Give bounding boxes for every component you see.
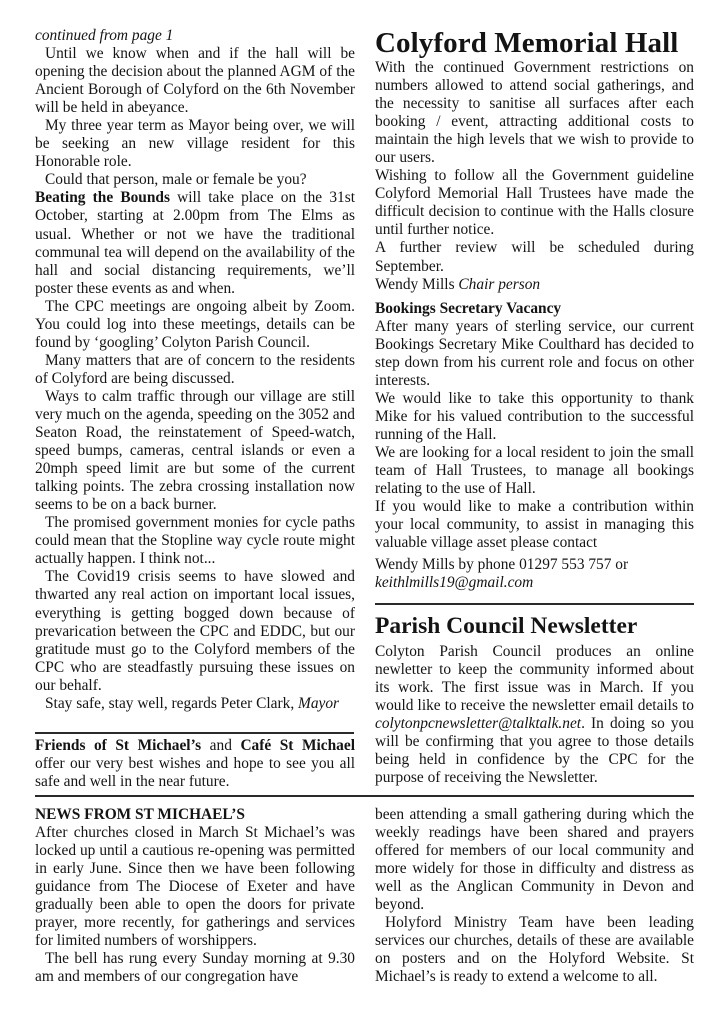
covid-paragraph: The Covid19 crisis seems to have slowed and thwarted any real action on important local issues, everything is getting bogged down because of prevarication between the CPC and EDDC, but our gratitude must go to the Colyford members of the CPC who are steadfastly pursuing these issues on our behalf. <box>35 568 355 694</box>
parish-divider <box>375 603 694 605</box>
cafe-heading: Café St Michael <box>240 737 355 754</box>
bookings-paragraph-2: We would like to take this opportunity to thank Mike for his valued contribution to the successful running of the Hall. <box>375 389 694 443</box>
cycle-paths-paragraph: The promised government monies for cycle paths could mean that the Stopline way cycle route might actually happen. I think not... <box>35 514 355 568</box>
mayor-term-paragraph: My three year term as Mayor being over, we will be seeking an new village resident for this Honorable role. <box>35 117 355 171</box>
st-michaels-paragraph-3: Holyford Ministry Team have been leading services our churches, details of these are available on posters and on the Holyford Website. St Michael’s is ready to extend a welcome to all. <box>375 914 694 986</box>
bookings-paragraph-1: After many years of sterling service, our current Bookings Secretary Mike Coulthard has decided to step down from his current role and focus on other interests. <box>375 317 694 389</box>
st-michaels-right <box>375 806 694 986</box>
section-divider <box>35 795 694 797</box>
traffic-paragraph: Ways to calm traffic through our village are still very much on the agenda, speeding on the 3052 and Seaton Road, the reinstatement of Speed-watch, speed bumps, cameras, central islands or even a 20mph speed limit are but some of the current talking points. The zebra crossing installation now seems to be on a back burner. <box>35 387 355 514</box>
cpc-meetings-paragraph: The CPC meetings are ongoing albeit by Zoom. You could log into these meetings, details can be found by ‘googling’ Colyton Parish Council. <box>35 297 355 351</box>
st-michaels-paragraph-2a: The bell has rung every Sunday morning at 9.30 am and members of our congregation have <box>35 950 355 986</box>
st-michaels-paragraph-1: After churches closed in March St Michael’s was locked up until a cautious re-opening was permitted in early June. Since then we have been following guidance from The Diocese of Exeter and have gradually been able to open the doors for private prayer, more recently, for gatherings and services for limited numbers of worshippers. <box>35 824 355 950</box>
contact-line: Wendy Mills by phone 01297 553 757 or <box>375 556 629 574</box>
hall-paragraph-2: Wishing to follow all the Government guideline Colyford Memorial Hall Trustees have made the difficult decision to continue with the Halls closure until further notice. <box>375 167 694 239</box>
signoff: Stay safe, stay well, regards Peter Clark, Mayor <box>45 694 340 712</box>
parish-section <box>375 609 694 787</box>
hall-signature: Wendy Mills Chair person <box>375 275 541 293</box>
st-michaels-heading: NEWS FROM ST MICHAEL’S <box>35 806 245 823</box>
matters-paragraph: Many matters that are of concern to the residents of Colyford are being discussed. <box>35 351 355 387</box>
parish-paragraph: Colyton Parish Council produces an online newletter to keep the community informed about its work. The first issue was in March. If you would like to receive the newsletter email details to colytonpcnewsletter@talktalk.net. In doing so you will be confirming that you agree to those details being held in confidence by the CPC for the purpose of receiving the Newsletter. <box>375 643 694 787</box>
bookings-paragraph-4: If you would like to make a contribution within your local community, to assist in managing this valuable village asset please contact <box>375 498 694 552</box>
hall-paragraph-1: With the continued Government restrictions on numbers allowed to attend social gatherings, and the necessity to sanitise all surfaces after each booking / event, attracting additional costs to maintain the high levels that we wish to provide to our users. <box>375 59 694 167</box>
beating-bounds-paragraph: Beating the Bounds will take place on the 31st October, starting at 2.00pm from The Elms as usual. Whether or not we have the traditional communal tea will depend on the availability of the hall and social distancing requirements, we’ll poster these events as and when. <box>35 189 355 297</box>
hall-paragraph-3: A further review will be scheduled during September. <box>375 239 694 275</box>
mayor-question: Could that person, male or female be you? <box>45 171 307 189</box>
parish-email[interactable]: colytonpcnewsletter@talktalk.net <box>375 715 582 733</box>
contact-email[interactable]: keithlmills19@gmail.com <box>375 574 534 592</box>
continued-note: continued from page 1 <box>35 27 174 44</box>
bookings-paragraph-3: We are looking for a local resident to join the small team of Hall Trustees, to manage all bookings relating to the use of Hall. <box>375 443 694 498</box>
st-michaels-left <box>35 806 355 986</box>
st-michaels-paragraph-2b: been attending a small gathering during which the weekly readings have been shared and prayers offered for members of our local community and more widely for those in difficulty and distress as well as the Anglican Community in Devon and beyond. <box>375 806 694 914</box>
mayor-column <box>35 27 355 713</box>
friends-paragraph: Friends of St Michael’s and Café St Michael offer our very best wishes and hope to see you all safe and well in the near future. <box>35 737 355 791</box>
bookings-heading: Bookings Secretary Vacancy <box>375 299 562 317</box>
signoff-title: Mayor <box>298 694 340 712</box>
friends-heading: Friends of St Michael’s <box>35 737 202 754</box>
agm-paragraph: Until we know when and if the hall will be opening the decision about the planned AGM of the Ancient Borough of Colyford on the 6th November will be held in abeyance. <box>35 45 355 117</box>
friends-divider <box>35 732 354 734</box>
beating-bounds-heading: Beating the Bounds <box>35 189 170 207</box>
parish-title: Parish Council Newsletter <box>375 613 638 639</box>
hall-title: Colyford Memorial Hall <box>375 27 679 59</box>
hall-column <box>375 27 694 592</box>
